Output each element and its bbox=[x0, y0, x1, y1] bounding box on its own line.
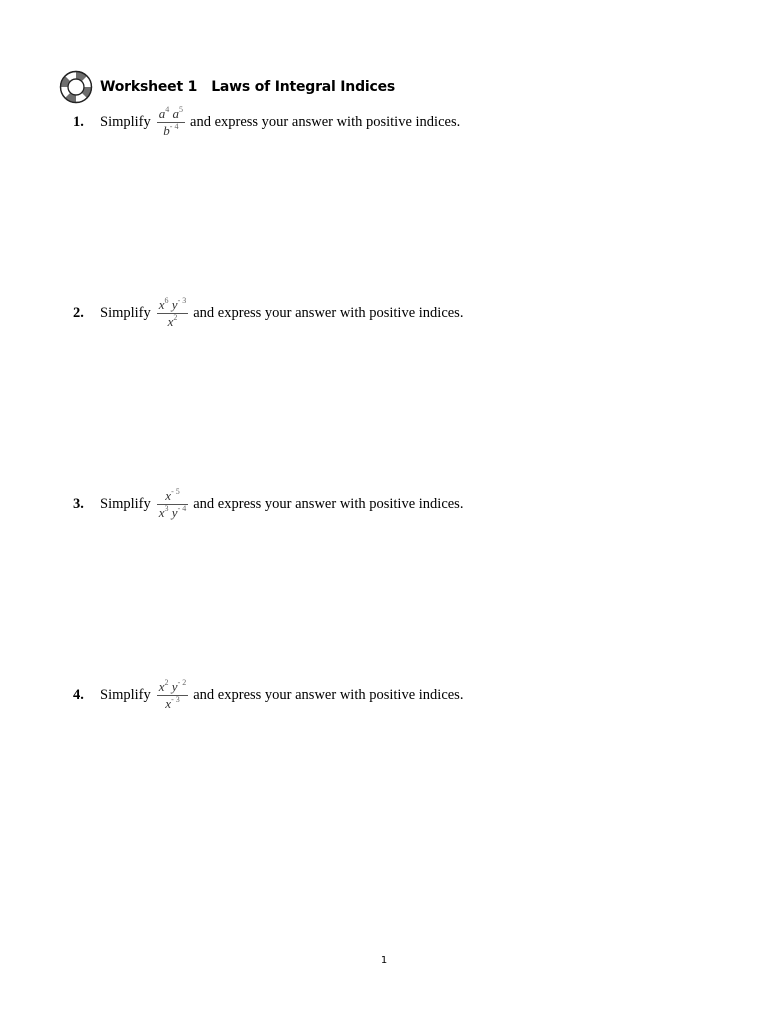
fraction-denominator: $x^2$ bbox=[167, 312, 178, 329]
fraction-numerator: $x^6$ $y^{- 3}$ bbox=[158, 295, 187, 312]
question-number: 4. bbox=[73, 686, 84, 703]
question-verb: Simplify bbox=[100, 113, 151, 130]
question-number: 2. bbox=[73, 304, 84, 321]
question-instruction: and express your answer with positive indices. bbox=[193, 304, 464, 321]
question-verb: Simplify bbox=[100, 304, 151, 321]
question-number: 1. bbox=[73, 113, 84, 130]
question-instruction: and express your answer with positive indices. bbox=[193, 495, 464, 512]
question-instruction: and express your answer with positive indices. bbox=[193, 686, 464, 703]
index-fraction bbox=[157, 104, 185, 138]
fraction-numerator: $x^2$ $y^{- 2}$ bbox=[158, 677, 187, 694]
question-4 bbox=[73, 673, 463, 717]
question-1 bbox=[73, 100, 460, 144]
index-fraction bbox=[157, 677, 188, 711]
page-number: 1 bbox=[380, 955, 388, 966]
fraction-denominator: $x^{- 3}$ bbox=[165, 694, 180, 711]
fraction-denominator: $x^3$ $y^{- 4}$ bbox=[158, 503, 187, 520]
fraction-denominator: $b^{- 4}$ bbox=[163, 121, 179, 138]
fraction-numerator: $a^4$ $a^5$ bbox=[158, 104, 184, 121]
index-fraction bbox=[157, 295, 188, 329]
fraction-numerator: $x^{- 5}$ bbox=[165, 486, 180, 503]
question-verb: Simplify bbox=[100, 686, 151, 703]
lifebuoy-icon bbox=[59, 70, 93, 104]
question-number: 3. bbox=[73, 495, 84, 512]
worksheet-title: Worksheet 1 Laws of Integral Indices bbox=[100, 79, 396, 95]
question-2 bbox=[73, 291, 463, 335]
question-3 bbox=[73, 482, 463, 526]
question-verb: Simplify bbox=[100, 495, 151, 512]
index-fraction bbox=[157, 486, 188, 520]
question-instruction: and express your answer with positive indices. bbox=[190, 113, 461, 130]
